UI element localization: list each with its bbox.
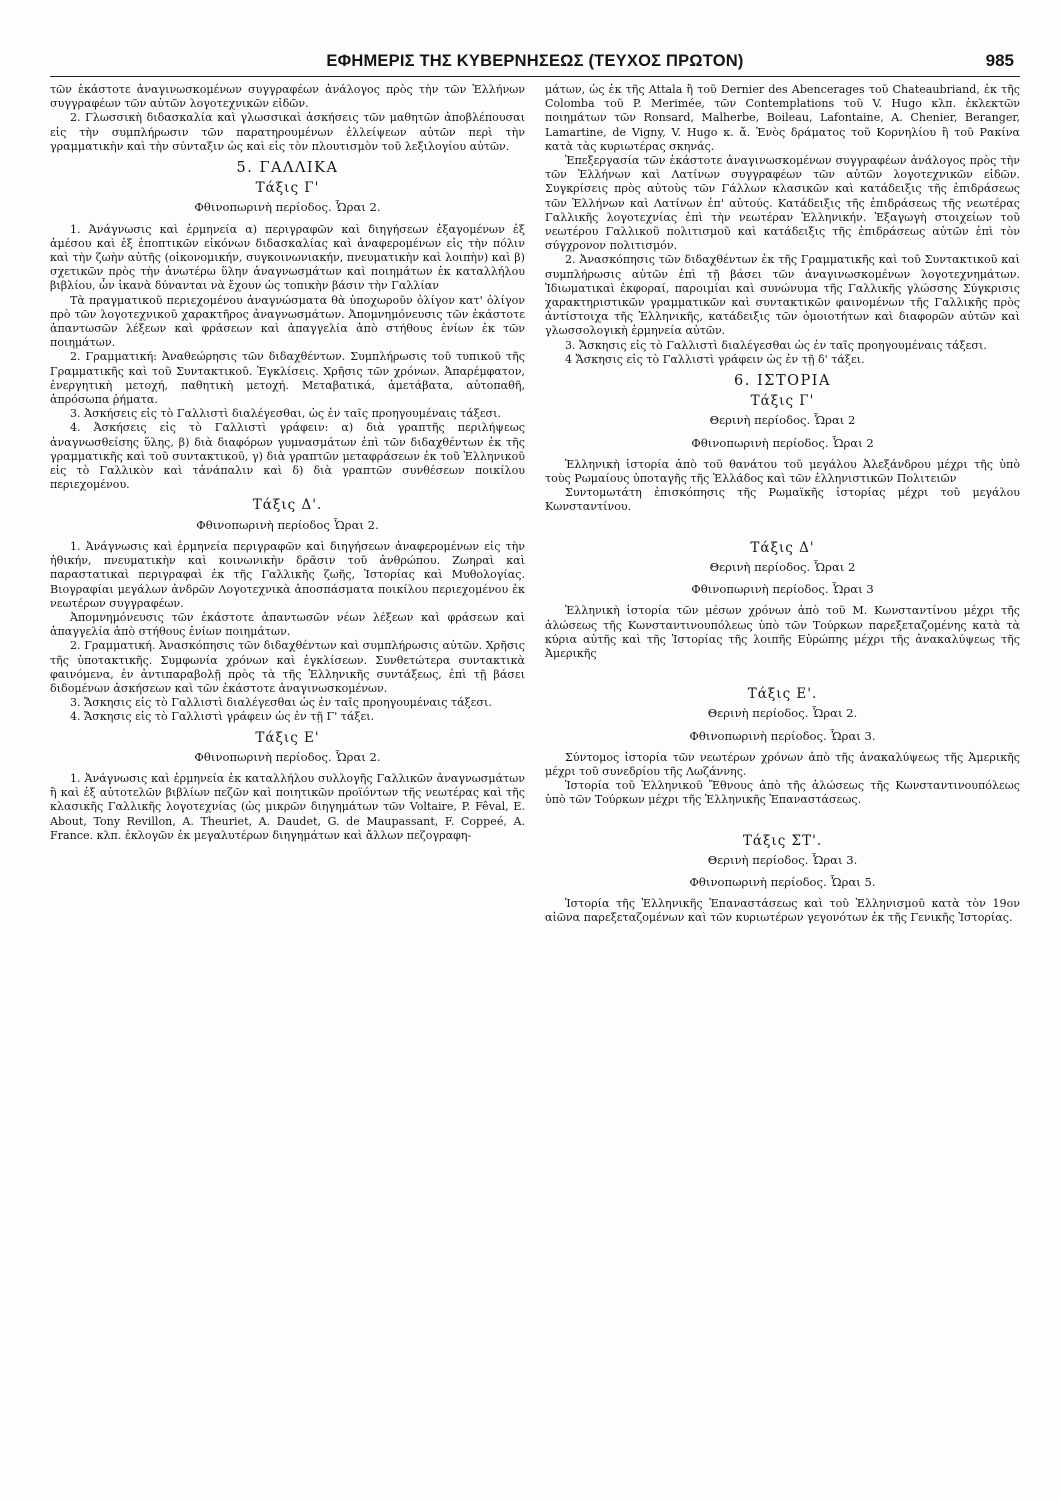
class-heading: Τάξις Γ' [750,393,815,410]
text-columns [50,83,1020,926]
paragraph: Τὰ πραγματικοῦ περιεχομένου ἀναγνώσματα θὰ ὑποχωροῦν ὀλίγον κατ' ὀλίγον πρὸ τῶν λογοτεχνικοῦ χαρακτῆρος ἀναγνωσμάτων. Ἀπομνημόνευσις τῶν ἑκάστοτε ἀπαντωσῶν λέξεων καὶ φράσεων καὶ ἀπαγγελία ἀπὸ στήθους ἐνίων ἐκ τῶν ποιημάτων. [50,293,525,350]
paragraph: 1. Ἀνάγνωσις καὶ ἑρμηνεία α) περιγραφῶν καὶ διηγήσεων ἐξαγομένων ἐξ ἀμέσου καὶ ἐξ ἐποπτικῶν εἰκόνων διδασκαλίας καὶ ἀναφερομένων εἰς τὴν πόλιν καὶ τὴν ζωὴν αὐτῆς (οἰκονομικήν, συγκοινωνιακήν, πνευματικὴν καὶ λοιπὴν) καὶ β) σχετικῶν πρὸς τὴν ἀνωτέρω ὕλην ἀναγνωσμάτων καὶ ποιημάτων ἐκ καταλλήλου βιβλίου, ὧν ἱκανὰ δύνανται νὰ ἔχουν ὡς τοπικὴν βάσιν τὴν Γαλλίαν [50,222,525,293]
period-heading: Θερινὴ περίοδος. Ὧραι 2. [707,706,858,721]
paragraph: 1. Ἀνάγνωσις καὶ ἑρμηνεία περιγραφῶν καὶ διηγήσεων ἀναφερομένων εἰς τὴν ἠθικήν, πνευματικὴν καὶ κοινωνικὴν δρᾶσιν τοῦ ἀνθρώπου. Ζωηραὶ καὶ παραστατικαὶ περιγραφαὶ ἐκ τῆς Γαλλικῆς ζωῆς, Ἱστορίας καὶ Μυθολογίας. Βιογραφίαι μεγάλων ἀνδρῶν Λογοτεχνικὰ ἀποσπάσματα ποικίλου περιεχομένου ἐκ νεωτέρων συγγραφέων. [50,539,525,610]
paragraph: Ἑλληνικὴ ἱστορία τῶν μέσων χρόνων ἀπὸ τοῦ Μ. Κωνσταντίνου μέχρι τῆς ἁλώσεως τῆς Κωνσταντινουπόλεως ὑπὸ τῶν Τούρκων παρεξεταζομένης κατὰ τὰ κύρια αὐτῆς καὶ τῆς Ἱστορίας τῆς λοιπῆς Εὐρώπης μέχρι τῆς ἀνακαλύψεως τῆς Ἀμερικῆς [545,604,1020,660]
period-heading: Φθινοπωρινὴ περίοδος. Ὧραι 3. [689,728,876,743]
paragraph: 4. Ἀσκήσεις εἰς τὸ Γαλλιστὶ γράφειν: α) διὰ γραπτῆς περιλήψεως ἀναγνωσθείσης ὕλης, β) διὰ διαφόρων γυμνασμάτων ἐπὶ τῶν διδαχθέντων ἐκ τῆς γραμματικῆς καὶ τοῦ συντακτικοῦ, γ) διὰ γραπτῶν μεταφράσεων ἐκ τοῦ Ἑλληνικοῦ εἰς τὸ Γαλλικὸν καὶ τἀνάπαλιν καὶ δ) διὰ γραπτῶν συνθέσεων ποικίλου περιεχομένου. [50,421,525,492]
paragraph: 2. Γραμματική. Ἀνασκόπησις τῶν διδαχθέντων καὶ συμπλήρωσις αὐτῶν. Χρῆσις τῆς ὑποτακτικῆς. Συμφωνία χρόνων καὶ ἐγκλίσεων. Συνθετώτερα συντακτικὰ φαινόμενα, ἐν ἀντιπαραβολῇ πρὸς τὰ τῆς Ἑλληνικῆς συντάξεως, ἐπὶ τῇ βάσει διδομένων ἀσκήσεων καὶ τῶν ἑκάστοτε ἀναγινωσκομένων. [50,639,525,695]
period-heading: Θερινὴ περίοδος. Ὧραι 2 [709,559,856,574]
gazette-title: ΕΦΗΜΕΡΙΣ ΤΗΣ ΚΥΒΕΡΝΗΣΕΩΣ (ΤΕΥΧΟΣ ΠΡΩΤΟΝ) [326,52,744,70]
period-heading: Θερινὴ περίοδος. Ὧραι 3. [707,852,858,867]
paragraph: 4 Ἄσκησις εἰς τὸ Γαλλιστὶ γράφειν ὡς ἐν τῇ δ' τάξει. [565,352,865,366]
paragraph: τῶν ἑκάστοτε ἀναγινωσκομένων συγγραφέων ἀνάλογος πρὸς τὴν τῶν Ἑλλήνων συγγραφέων τῶν αὐτῶν λογοτεχνικῶν εἰδῶν. [50,83,525,111]
paragraph: 3. Ἄσκησις εἰς τὸ Γαλλιστὶ διαλέγεσθαι ὡς ἐν ταῖς προηγουμέναις τάξεσι. [565,338,987,352]
left-column [50,83,525,926]
period-heading: Φθινοπωρινὴ περίοδος. Ὧραι 3 [691,582,874,597]
paragraph: 2. Γραμματική: Ἀναθεώρησις τῶν διδαχθέντων. Συμπλήρωσις τοῦ τυπικοῦ τῆς Γραμματικῆς καὶ τοῦ Συντακτικοῦ. Ἐγκλίσεις. Χρῆσις τῶν χρόνων. Ἀπαρέμφατον, ἐνεργητικὴ μετοχή, παθητικὴ μετοχή. Μεταβατικά, ἀμετάβατα, αὐτοπαθῆ, ἀπρόσωπα ῥήματα. [50,350,525,407]
page-header [50,50,1020,77]
paragraph: Ἱστορία τοῦ Ἑλληνικοῦ Ἔθνους ἀπὸ τῆς ἁλώσεως τῆς Κωνσταντινουπόλεως ὑπὸ τῶν Τούρκων μέχρι τῆς Ἑλληνικῆς Ἐπαναστάσεως. [545,779,1020,807]
class-heading: Τάξις Ε'. [747,686,818,703]
period-heading: Θερινὴ περίοδος. Ὧραι 2 [709,413,856,428]
page-number: 985 [985,51,1014,70]
class-heading: Τάξις ΣΤ'. [742,832,823,849]
period-heading: Φθινοπωρινὴ περίοδος. Ὧραι 2. [194,200,381,215]
class-heading: Τάξις Γ' [255,180,320,197]
class-heading: Τάξις Δ'. [252,497,323,514]
paragraph: Ἀπομνημόνευσις τῶν ἑκάστοτε ἀπαντωσῶν νέων λέξεων καὶ φράσεων καὶ ἀπαγγελία ἀπὸ στήθους ἐνίων ποιημάτων. [50,610,525,639]
paragraph: 4. Ἄσκησις εἰς τὸ Γαλλιστὶ γράφειν ὡς ἐν τῇ Γ' τάξει. [70,710,375,724]
period-heading: Φθινοπωρινὴ περίοδος Ὧραι 2. [196,517,379,532]
paragraph: Ἐπεξεργασία τῶν ἑκάστοτε ἀναγινωσκομένων συγγραφέων ἀνάλογος πρὸς τὴν τῶν Ἑλλήνων καὶ Λατίνων συγγραφέων τῶν αὐτῶν λογοτεχνικῶν εἰδῶν. Συγκρίσεις πρὸς αὐτοὺς τῶν Γάλλων κλασικῶν καὶ κατάδειξις τῆς ἐπιδράσεως τῶν Ἑλλήνων καὶ Λατίνων ἐπ' αὐτούς. Κατάδειξις τῆς ἐπιδράσεως τῆς νεωτέρας Γαλλικῆς λογοτεχνίας ἐπὶ τὴν νεωτέραν Ἑλληνικήν. Ἐξαγωγὴ στοιχείων τοῦ νεωτέρου Γαλλικοῦ πολιτισμοῦ καὶ κατάδειξις τῆς ἐπιδράσεως αὐτῶν ἐπὶ τὸν σύγχρονον πολιτισμόν. [545,154,1020,253]
paragraph: μάτων, ὡς ἐκ τῆς Attala ἢ τοῦ Dernier des Abencerages τοῦ Chateaubriand, ἐκ τῆς Colomba τοῦ P. Merimée, τῶν Contemplations τοῦ V. Hugo κλπ. ἐκλεκτῶν ποιημάτων τῶν Ronsard, Malherbe, Boileau, Lafontaine, A. Chenier, Beranger, Lamartine, de Vigny, V. Hugo κ. ἄ. Ἑνὸς δράματος τοῦ Κορνηλίου ἢ τοῦ Ρακίνα κατὰ τὰς κυριωτέρας σκηνάς. [545,83,1020,153]
period-heading: Φθινοπωρινὴ περίοδος. Ὧραι 5. [689,874,876,889]
right-column [545,83,1020,926]
period-heading: Φθινοπωρινὴ περίοδος. Ὧραι 2 [691,435,874,450]
section-heading-history: 6. ΙΣΤΟΡΙΑ [734,373,831,390]
class-heading: Τάξις Δ' [750,539,815,556]
paragraph: Σύντομος ἱστορία τῶν νεωτέρων χρόνων ἀπὸ τῆς ἀνακαλύψεως τῆς Ἀμερικῆς μέχρι τοῦ συνεδρίου τῆς Λωζάννης. [545,750,1020,778]
paragraph: 3. Ἀσκήσεις εἰς τὸ Γαλλιστὶ διαλέγεσθαι, ὡς ἐν ταῖς προηγουμέναις τάξεσι. [70,407,502,421]
paragraph: Ἱστορία τῆς Ἑλληνικῆς Ἐπαναστάσεως καὶ τοῦ Ἑλληνισμοῦ κατὰ τὸν 19ον αἰῶνα παρεξεταζομένων καὶ τῶν κυριωτέρων γεγονότων ἐκ τῆς Γενικῆς Ἱστορίας. [545,897,1020,925]
paragraph: 1. Ἀνάγνωσις καὶ ἑρμηνεία ἐκ καταλλήλου συλλογῆς Γαλλικῶν ἀναγνωσμάτων ἢ καὶ ἐξ αὐτοτελῶν βιβλίων πεζῶν καὶ ποιητικῶν προϊόντων τῆς νεωτέρας καὶ τῆς κλασικῆς Γαλλικῆς λογοτεχνίας (ὡς μικρῶν διηγημάτων τῶν Voltaire, P. Fêval, E. About, Tony Revillon, A. Theuriet, A. Daudet, G. de Maupassant, F. Coppeé, A. France. κλπ. ἐκλογῶν ἐκ μεγαλυτέρων διηγημάτων καὶ ἄλλων πεζογραφη- [50,771,525,842]
paragraph: 2. Ἀνασκόπησις τῶν διδαχθέντων ἐκ τῆς Γραμματικῆς καὶ τοῦ Συντακτικοῦ καὶ συμπλήρωσις αὐτῶν ἐπὶ τῇ βάσει τῶν ἀναγινωσκομένων λογοτεχνημάτων. Ἰδιωματικαὶ ἐκφοραί, παροιμίαι καὶ συνώνυμα τῆς Γαλλικῆς γλώσσης Σύγκρισις χαρακτηριστικῶν γραμματικῶν καὶ συντακτικῶν φαινομένων τῆς Γαλλικῆς πρὸς ἀντίστοιχα τῆς Ἑλληνικῆς, κατάδειξις τῶν ὁμοιοτήτων καὶ διαφορῶν αὐτῶν καὶ γλωσσολογικὴ ἑρμηνεία αὐτῶν. [545,253,1020,338]
paragraph: 2. Γλωσσικὴ διδασκαλία καὶ γλωσσικαὶ ἀσκήσεις τῶν μαθητῶν ἀποβλέπουσαι εἰς τὴν συμπλήρωσιν τῶν παρατηρουμένων ἐλλείψεων αὐτῶν περὶ τὴν γραμματικὴν καὶ τὴν σύνταξιν ὡς καὶ εἰς τὸν πλουτισμὸν τοῦ λεξιλογίου αὐτῶν. [50,111,525,153]
paragraph: Συντομωτάτη ἐπισκόπησις τῆς Ρωμαϊκῆς ἱστορίας μέχρι τοῦ μεγάλου Κωνσταντίνου. [545,486,1020,514]
class-heading: Τάξις Ε' [255,729,320,746]
paragraph: Ἑλληνικὴ ἱστορία ἀπὸ τοῦ θανάτου τοῦ μεγάλου Ἀλεξάνδρου μέχρι τῆς ὑπὸ τοὺς Ρωμαίους ὑποταγῆς τῆς Ἑλλάδος καὶ τῶν ἑλληνιστικῶν Πολιτειῶν [545,457,1020,486]
period-heading: Φθινοπωρινὴ περίοδος. Ὧραι 2. [194,749,381,764]
paragraph: 3. Ἄσκησις εἰς τὸ Γαλλιστὶ διαλέγεσθαι ὡς ἐν ταῖς προηγουμέναις τάξεσι. [70,696,492,710]
section-heading-french: 5. ΓΑΛΛΙΚΑ [236,160,339,177]
